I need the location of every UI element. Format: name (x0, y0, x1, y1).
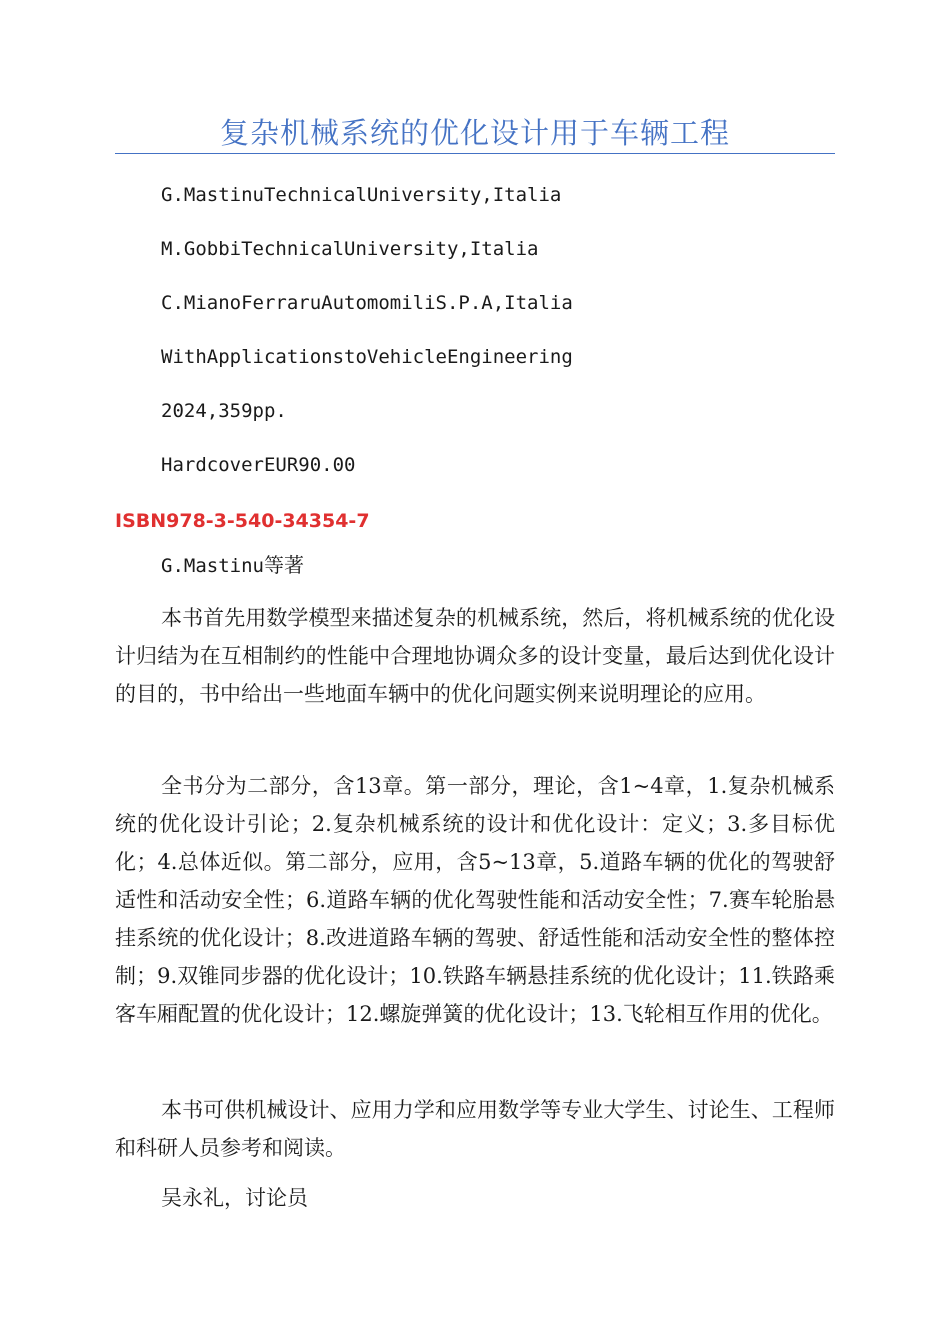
meta-subtitle: WithApplicationstoVehicleEngineering (161, 346, 573, 368)
meta-price: HardcoverEUR90.00 (161, 454, 356, 476)
paragraph-contents: 全书分为二部分，含13章。第一部分，理论，含1~4章，1.复杂机械系统的优化设计引论；2.复杂机械系统的设计和优化设计：定义；3.多目标优化；4.总体近似。第二部分，应用，含5~13章，5.道路车辆的优化的驾驶舒适性和活动安全性；6.道路车辆的优化驾驶性能和活动安全性；7.赛车轮胎悬挂系统的优化设计；8.改进道路车辆的驾驶、舒适性能和活动安全性的整体控制；9.双锥同步器的优化设计；10.铁路车辆悬挂系统的优化设计；11.铁路乘客车厢配置的优化设计；12.螺旋弹簧的优化设计；13.飞轮相互作用的优化。 (115, 774, 835, 1026)
meta-author-3: C.MianoFerraruAutomomiliS.P.A,Italia (161, 292, 573, 314)
meta-author-1: G.MastinuTechnicalUniversity,Italia (161, 184, 562, 206)
reviewer-signature: 吴永礼，讨论员 (161, 1186, 308, 1210)
title-underline (115, 153, 835, 154)
paragraph-audience: 本书可供机械设计、应用力学和应用数学等专业大学生、讨论生、工程师和科研人员参考和阅读。 (115, 1098, 835, 1160)
paragraph-summary: 本书首先用数学模型来描述复杂的机械系统，然后，将机械系统的优化设计归结为在互相制约的性能中合理地协调众多的设计变量，最后达到优化设计的目的，书中给出一些地面车辆中的优化问题实例来说明理论的应用。 (115, 606, 835, 706)
author-name: G.Mastinu (161, 555, 264, 577)
document-title: 复杂机械系统的优化设计用于车辆工程 (219, 116, 730, 150)
author-suffix: 等著 (263, 553, 304, 577)
author-line (161, 551, 304, 580)
meta-year-pages: 2024,359pp. (161, 400, 287, 422)
isbn-line: ISBN978-3-540-34354-7 (115, 510, 370, 532)
meta-author-2: M.GobbiTechnicalUniversity,Italia (161, 238, 539, 260)
